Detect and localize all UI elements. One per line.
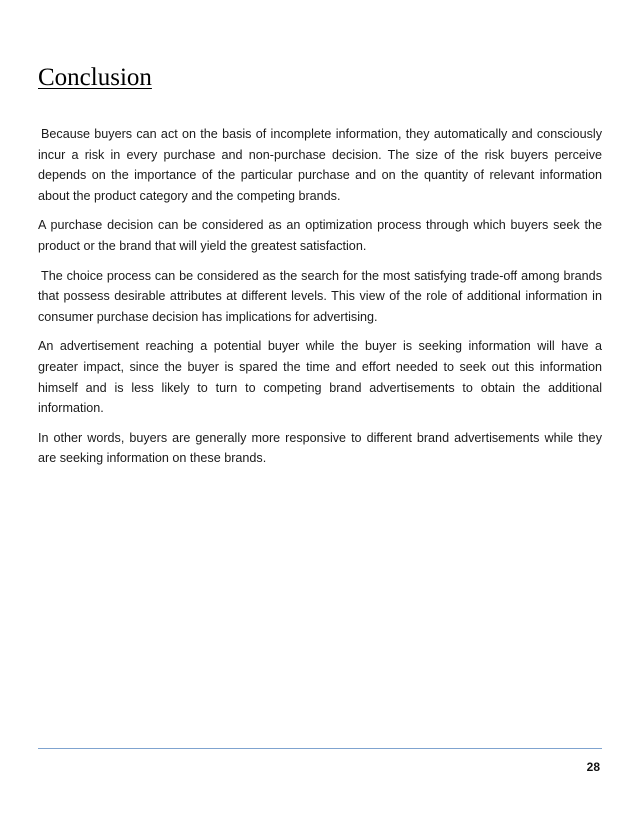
paragraph-3: The choice process can be considered as the search for the most satisfying trade-off among brands that possess desirable attributes at different levels. This view of the role of additional information in consumer purchase decision has implications for advertising. [38, 268, 602, 324]
page-number: 28 [586, 760, 600, 774]
paragraph-1: Because buyers can act on the basis of incomplete information, they automatically and consciously incur a risk in every purchase and non-purchase decision. The size of the risk buyers perceive depends on the importance of the particular purchase and on the quantity of relevant information about the product category and the competing brands. [38, 127, 602, 203]
footer-divider [38, 748, 602, 749]
body-text [38, 124, 602, 478]
paragraph-2: A purchase decision can be considered as an optimization process through which buyers seek the product or the brand that will yield the greatest satisfaction. [38, 218, 602, 253]
paragraph-4: An advertisement reaching a potential buyer while the buyer is seeking information will have a greater impact, since the buyer is spared the time and effort needed to seek out this information himself and is less likely to turn to competing brand advertisements to obtain the additional information. [38, 339, 602, 416]
paragraph-5: In other words, buyers are generally more responsive to different brand advertisements while they are seeking information on these brands. [38, 430, 602, 466]
page-heading: Conclusion [38, 64, 152, 91]
